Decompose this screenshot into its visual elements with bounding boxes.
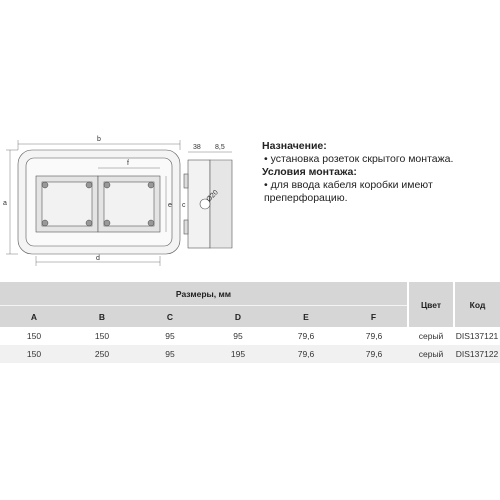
- mounting-item-cont: преперфорацию.: [264, 192, 348, 204]
- cell-a: 150: [26, 331, 42, 341]
- column-header-a: A: [0, 306, 68, 328]
- dim-a: a: [3, 200, 7, 207]
- mounting-item: • для ввода кабеля коробки имеют: [264, 179, 433, 191]
- cell-c: 95: [136, 345, 204, 363]
- cell-code: DIS137121: [455, 331, 499, 341]
- purpose-title: Назначение:: [262, 140, 327, 152]
- dim-b: b: [97, 136, 101, 143]
- dim-flange: 8,5: [215, 144, 225, 151]
- cell-f: 79,6: [340, 345, 408, 363]
- cell-f: 79,6: [365, 331, 383, 341]
- column-header-c: C: [136, 306, 204, 328]
- dim-e: e: [168, 202, 172, 209]
- cell-b: 250: [68, 345, 136, 363]
- cell-e: 79,6: [297, 331, 315, 341]
- purpose-item: • установка розеток скрытого монтажа.: [264, 153, 454, 165]
- code-header: Код: [454, 282, 500, 327]
- cell-d: 95: [233, 331, 243, 341]
- dim-depth: 38: [193, 144, 201, 151]
- cell-color: серый: [408, 345, 454, 363]
- column-header-b: B: [68, 306, 136, 328]
- table-row: [0, 327, 500, 345]
- description-block: [262, 140, 498, 205]
- cell-c: 95: [165, 331, 175, 341]
- dimensions-group-header: Размеры, мм: [0, 282, 408, 306]
- spec-table: [0, 282, 500, 363]
- cell-d: 195: [204, 345, 272, 363]
- cell-code: DIS137122: [454, 345, 500, 363]
- cell-b: 150: [94, 331, 110, 341]
- mounting-title: Условия монтажа:: [262, 166, 357, 178]
- column-header-d: D: [204, 306, 272, 328]
- color-header: Цвет: [408, 282, 454, 327]
- cell-e: 79,6: [272, 345, 340, 363]
- column-header-f: F: [340, 306, 408, 328]
- dim-c: c: [182, 202, 186, 209]
- dim-f: f: [127, 160, 129, 167]
- table-row: [0, 345, 500, 363]
- cell-color: серый: [418, 331, 444, 341]
- dim-d: d: [96, 255, 100, 262]
- dim-hole: Ø20: [205, 189, 220, 204]
- technical-drawing: [0, 130, 260, 270]
- cell-a: 150: [0, 345, 68, 363]
- column-header-e: E: [272, 306, 340, 328]
